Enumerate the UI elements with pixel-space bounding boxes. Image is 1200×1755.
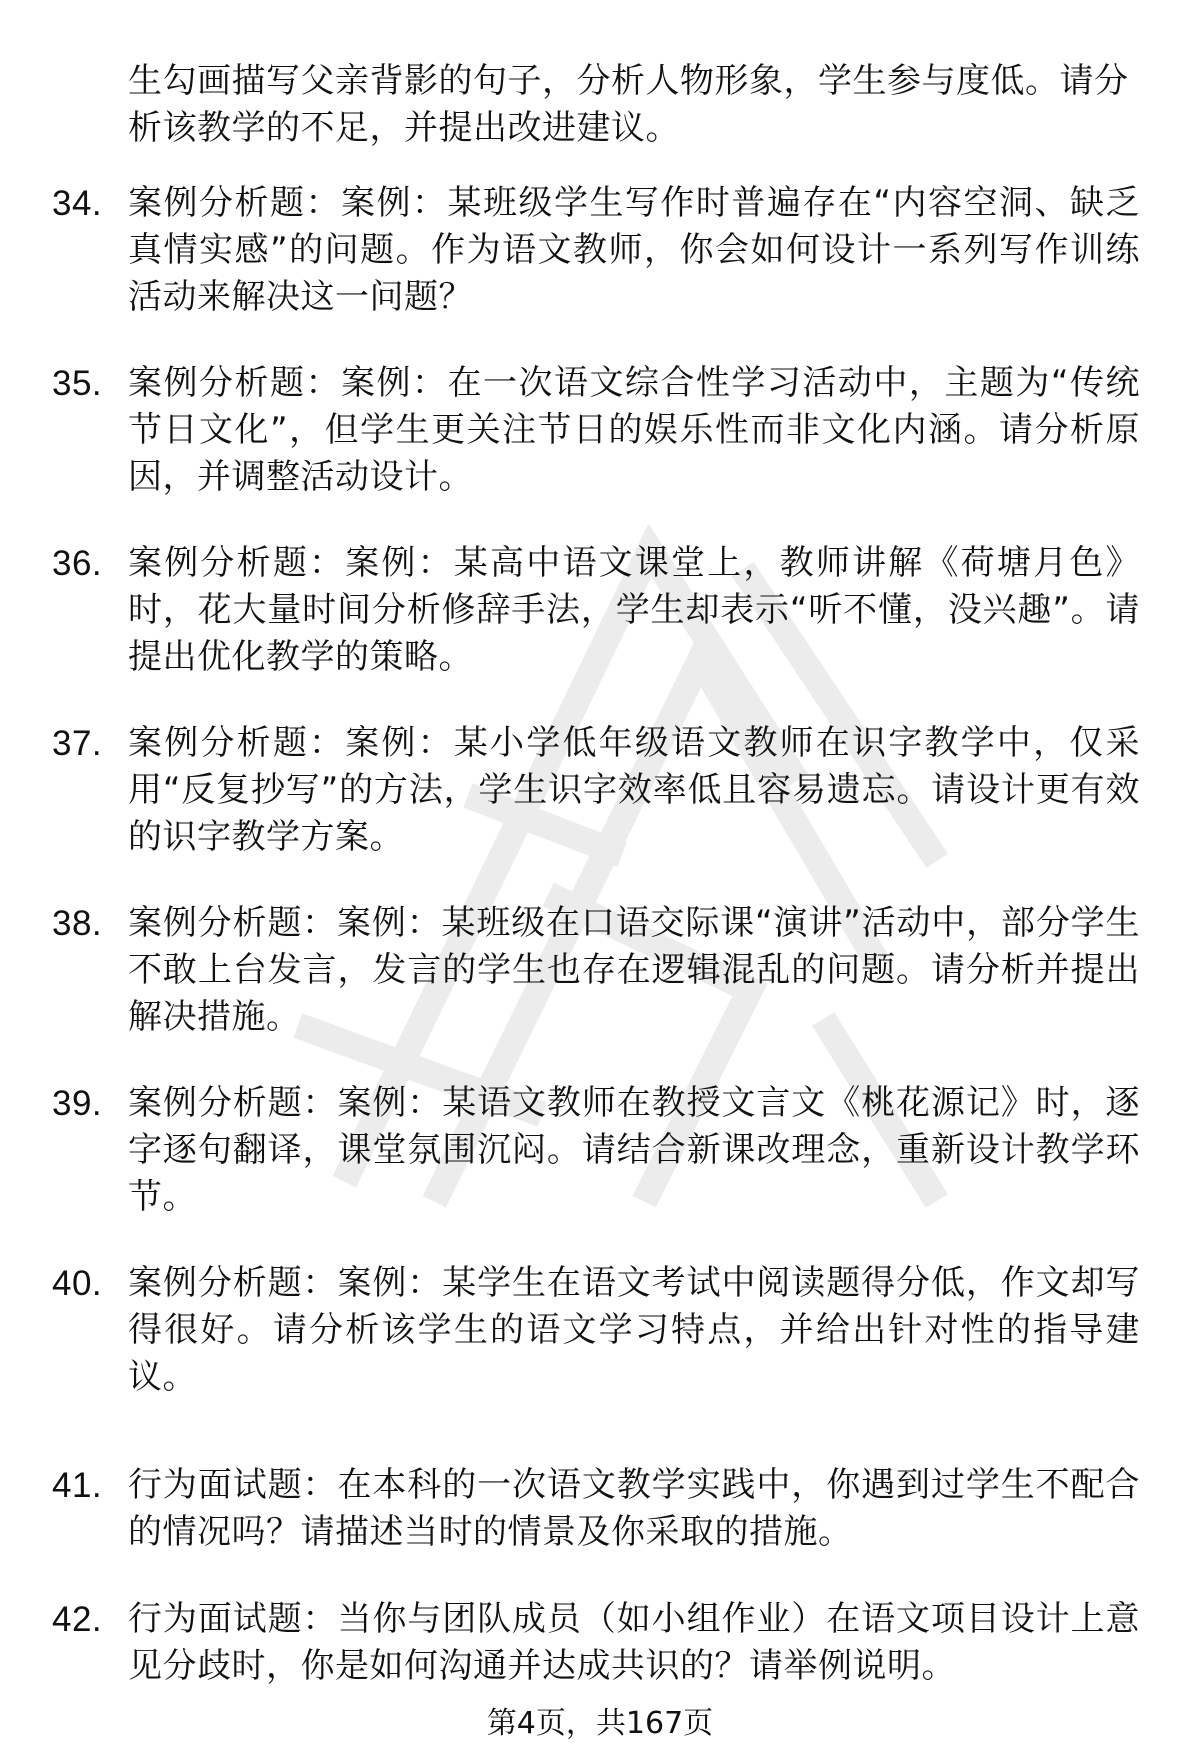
question-number: 36. — [52, 544, 103, 583]
question-text: 案例分析题：案例：某学生在语文考试中阅读题得分低，作文却写得很好。请分析该学生的语文学习特点，并给出针对性的指导建议。 — [128, 1263, 1140, 1397]
question-number: 40. — [52, 1264, 103, 1303]
question-item-38 — [52, 900, 1142, 1041]
question-text: 案例分析题：案例：某班级在口语交际课“演讲”活动中，部分学生不敢上台发言，发言的学生也存在逻辑混乱的问题。请分析并提出解决措施。 — [128, 903, 1140, 1037]
question-text: 案例分析题：案例：某语文教师在教授文言文《桃花源记》时，逐字逐句翻译，课堂氛围沉闷。请结合新课改理念，重新设计教学环节。 — [128, 1083, 1140, 1217]
question-text: 案例分析题：案例：某班级学生写作时普遍存在“内容空洞、缺乏真情实感”的问题。作为语文教师，你会如何设计一系列写作训练活动来解决这一问题？ — [128, 183, 1140, 317]
question-item-42 — [52, 1596, 1142, 1690]
question-number: 41. — [52, 1466, 103, 1505]
question-item-39 — [52, 1080, 1142, 1221]
question-number: 42. — [52, 1600, 103, 1639]
continued-question-text: 生勾画描写父亲背影的句子，分析人物形象，学生参与度低。请分析该教学的不足，并提出改进建议。 — [128, 61, 1129, 148]
question-item-35 — [52, 360, 1142, 501]
question-text: 行为面试题：当你与团队成员（如小组作业）在语文项目设计上意见分歧时，你是如何沟通并达成共识的？请举例说明。 — [128, 1599, 1140, 1686]
question-text: 行为面试题：在本科的一次语文教学实践中，你遇到过学生不配合的情况吗？请描述当时的情景及你采取的措施。 — [128, 1465, 1140, 1552]
question-number: 34. — [52, 184, 103, 223]
question-item-40 — [52, 1260, 1142, 1401]
question-number: 37. — [52, 724, 103, 763]
question-number: 35. — [52, 364, 103, 403]
question-item-41 — [52, 1462, 1142, 1556]
question-item-34 — [52, 180, 1142, 321]
question-text: 案例分析题：案例：某小学低年级语文教师在识字教学中，仅采用“反复抄写”的方法，学生识字效率低且容易遗忘。请设计更有效的识字教学方案。 — [128, 723, 1140, 857]
question-number: 39. — [52, 1084, 103, 1123]
question-text: 案例分析题：案例：在一次语文综合性学习活动中，主题为“传统节日文化”，但学生更关注节日的娱乐性而非文化内涵。请分析原因，并调整活动设计。 — [128, 363, 1140, 497]
question-item-36 — [52, 540, 1142, 681]
question-number: 38. — [52, 904, 103, 943]
question-item-37 — [52, 720, 1142, 861]
question-text: 案例分析题：案例：某高中语文课堂上，教师讲解《荷塘月色》时，花大量时间分析修辞手法，学生却表示“听不懂，没兴趣”。请提出优化教学的策略。 — [128, 543, 1140, 677]
page-indicator: 第4页，共167页 — [486, 1706, 714, 1741]
